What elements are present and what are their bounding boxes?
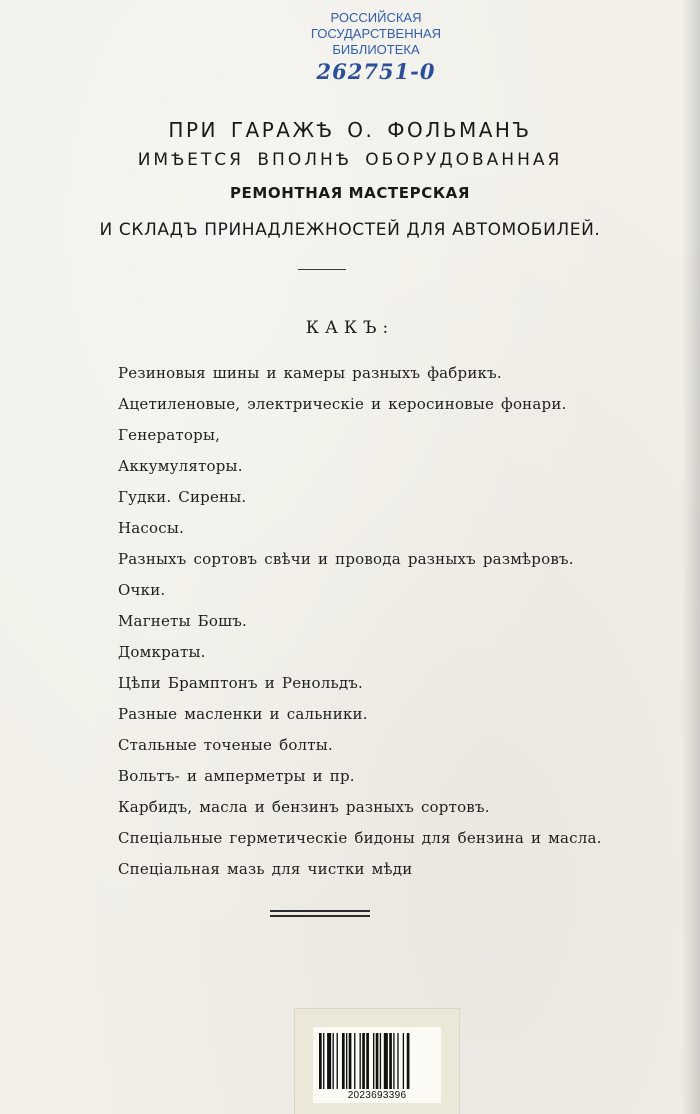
list-intro: КАКЪ: (305, 318, 395, 338)
barcode-number: 2023693396 (347, 1090, 407, 1101)
stamp-line-2: ГОСУДАРСТВЕННАЯ (310, 26, 442, 41)
list-item: Ацетиленовые, электрическіе и керосиновые фонари. (118, 395, 567, 413)
barcode-bars (319, 1033, 435, 1089)
list-item: Домкраты. (118, 643, 206, 661)
list-item: Очки. (118, 581, 166, 599)
list-item: Спеціальная мазь для чистки мѣди (118, 860, 413, 878)
stamp-inventory-number: 262751-0 (316, 59, 436, 84)
list-item: Генераторы, (118, 426, 221, 444)
divider-bar-top (270, 910, 370, 912)
list-item: Стальные точеные болты. (118, 736, 333, 754)
short-divider (298, 269, 346, 270)
barcode-sticker (294, 1008, 460, 1114)
list-item: Резиновыя шины и камеры разныхъ фабрикъ. (118, 364, 502, 382)
heading-line-3: РЕМОНТНАЯ МАСТЕРСКАЯ (229, 184, 471, 202)
barcode (313, 1027, 441, 1103)
heading-line-4: И СКЛАДЪ ПРИНАДЛЕЖНОСТЕЙ ДЛЯ АВТОМОБИЛЕЙ. (99, 220, 601, 240)
list-item: Спеціальные герметическіе бидоны для бензина и масла. (118, 829, 602, 847)
list-item: Аккумуляторы. (118, 457, 243, 475)
double-divider (270, 910, 370, 917)
library-stamp (306, 10, 446, 84)
divider-bar-bottom (270, 915, 370, 917)
list-item: Цѣпи Брамптонъ и Ренольдъ. (118, 674, 363, 692)
stamp-line-1: РОССИЙСКАЯ (330, 10, 422, 25)
list-item: Вольтъ- и амперметры и пр. (118, 767, 355, 785)
list-item: Карбидъ, масла и бензинъ разныхъ сортовъ. (118, 798, 490, 816)
list-item: Разные масленки и сальники. (118, 705, 368, 723)
list-item: Магнеты Бошъ. (118, 612, 247, 630)
list-item: Гудки. Сирены. (118, 488, 247, 506)
heading-line-1: ПРИ ГАРАЖѢ О. ФОЛЬМАНЪ (168, 118, 532, 142)
goods-list (118, 362, 602, 889)
stamp-line-3: БИБЛИОТЕКА (332, 42, 420, 57)
heading-line-2: ИМѢЕТСЯ ВПОЛНѢ ОБОРУДОВАННАЯ (137, 150, 563, 170)
list-item: Разныхъ сортовъ свѣчи и провода разныхъ размѣровъ. (118, 550, 574, 568)
list-item: Насосы. (118, 519, 184, 537)
